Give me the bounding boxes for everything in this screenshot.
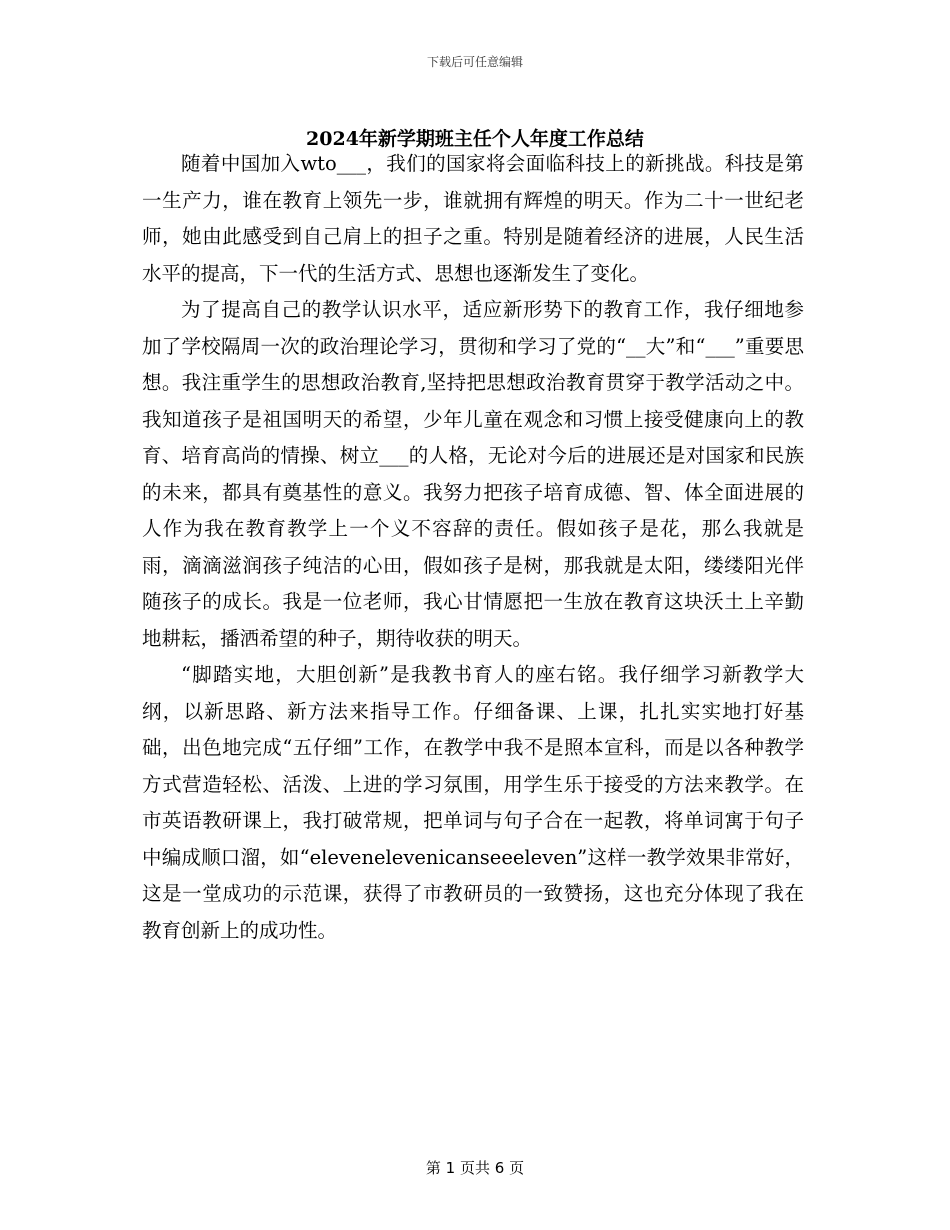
paragraph-2: 为了提高自己的教学认识水平，适应新形势下的教育工作，我仔细地参加了学校隔周一次的政治理论学习，贯彻和学习了党的“__大”和“___”重要思想。我注重学生的思想政治教育,坚持把思想政治教育贯穿于教学活动之中。我知道孩子是祖国明天的希望，少年儿童在观念和习惯上接受健康向上的教育、培育高尚的情操、树立___的人格，无论对今后的进展还是对国家和民族的未来，都具有奠基性的意义。我努力把孩子培育成德、智、体全面进展的人作为我在教育教学上一个义不容辞的责任。假如孩子是花，那么我就是雨，滴滴滋润孩子纯洁的心田，假如孩子是树，那我就是太阳，缕缕阳光伴随孩子的成长。我是一位老师，我心甘情愿把一生放在教育这块沃土上辛勤地耕耘，播洒希望的种子，期待收获的明天。 (142, 298, 804, 650)
document-body (142, 146, 804, 949)
document-title: 2024年新学期班主任个人年度工作总结 (306, 127, 644, 150)
paragraph-3: “脚踏实地，大胆创新”是我教书育人的座右铭。我仔细学习新教学大纲，以新思路、新方法来指导工作。仔细备课、上课，扎扎实实地打好基础，出色地完成“五仔细”工作，在教学中我不是照本宣科，而是以各种教学方式营造轻松、活泼、上进的学习氛围，用学生乐于接受的方法来教学。在市英语教研课上，我打破常规，把单词与句子合在一起教，将单词寓于句子中编成顺口溜，如“elevenelevenicanseeeleven”这样一教学效果非常好，这是一堂成功的示范课，获得了市教研员的一致赞扬，这也充分体现了我在教育创新上的成功性。 (142, 663, 804, 942)
paragraph-1: 随着中国加入wto___，我们的国家将会面临科技上的新挑战。科技是第一生产力，谁在教育上领先一步，谁就拥有辉煌的明天。作为二十一世纪老师，她由此感受到自己肩上的担子之重。特别是随着经济的进展，人民生活水平的提高，下一代的生活方式、思想也逐渐发生了变化。 (142, 152, 804, 285)
page-header-note: 下载后可任意编辑 (426, 55, 523, 69)
page-number: 第 1 页共 6 页 (425, 1159, 525, 1177)
